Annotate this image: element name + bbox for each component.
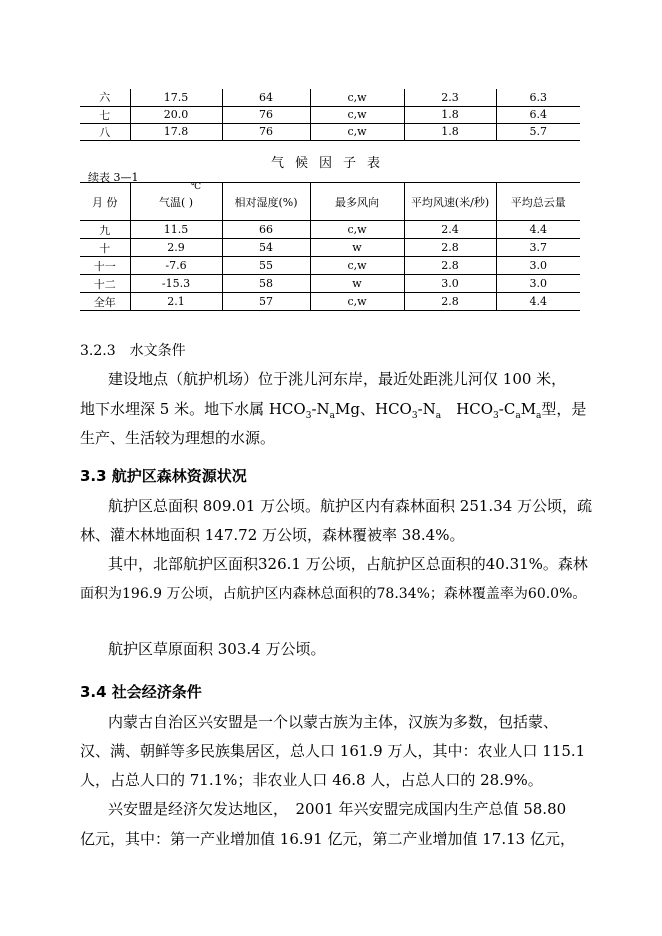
table-cell: 66: [222, 221, 310, 239]
table-cell: 全年: [80, 293, 130, 311]
table-cell: c,w: [310, 293, 404, 311]
section-heading-forest: 3.3 航护区森林资源状况: [80, 467, 247, 485]
header-wind-speed: 平均风速(米/秒): [404, 183, 496, 221]
table-cell: 20.0: [130, 106, 222, 123]
table-cell: 5.7: [496, 123, 580, 140]
text-run: M: [520, 400, 537, 418]
table-cell: 64: [222, 89, 310, 106]
table-cell: 55: [222, 257, 310, 275]
text-run: -N: [311, 400, 330, 418]
text-run: Mg、HCO: [335, 400, 412, 418]
text-run: 型，是: [541, 400, 587, 418]
paragraph-line: 林、灌木林地面积 147.72 万公顷，森林覆被率 38.4%。: [80, 526, 465, 544]
table-row: [80, 106, 580, 123]
table-cell: 4.4: [496, 293, 580, 311]
table-cell: 十一: [80, 257, 130, 275]
table-cell: 2.9: [130, 239, 222, 257]
celsius-unit: ℃: [190, 181, 202, 192]
text-run: 地下水埋深 5 米。地下水属 HCO: [80, 400, 306, 418]
table-cell: 11.5: [130, 221, 222, 239]
paragraph-line: 人，占总人口的 71.1%；非农业人口 46.8 人，占总人口的 28.9%。: [80, 771, 543, 789]
climate-table: [80, 182, 580, 311]
paragraph-line: 生产、生活较为理想的水源。: [80, 429, 276, 447]
table-cell: 2.8: [404, 257, 496, 275]
table-cell: c,w: [310, 123, 404, 140]
table-cell: -15.3: [130, 275, 222, 293]
table-cell: 6.3: [496, 89, 580, 106]
paragraph-line: 面积为196.9 万公顷，占航护区内森林总面积的78.34%；森林覆盖率为60.0%。: [80, 586, 587, 602]
table-cell: 57: [222, 293, 310, 311]
paragraph-line: 内蒙古自治区兴安盟是一个以蒙古族为主体，汉族为多数，包括蒙、: [108, 713, 559, 731]
table-cell: 3.0: [496, 275, 580, 293]
table-cell: 六: [80, 89, 130, 106]
subscript: a: [435, 411, 442, 421]
header-cloud-cover: 平均总云量: [496, 183, 580, 221]
table-row: [80, 221, 580, 239]
table-row: [80, 239, 580, 257]
table-row: [80, 275, 580, 293]
table-cell: 七: [80, 106, 130, 123]
table-cell: 3.0: [496, 257, 580, 275]
subscript: 3: [305, 411, 312, 421]
table-cell: 2.8: [404, 293, 496, 311]
header-temperature-label: 气温( ): [158, 195, 194, 209]
text-run: HCO: [441, 400, 494, 418]
table-title: 气候因子表: [270, 156, 391, 171]
table-row: [80, 123, 580, 140]
header-temperature: [130, 183, 222, 221]
table-cell: c,w: [310, 257, 404, 275]
paragraph-line: 其中，北部航护区面积326.1 万公顷，占航护区总面积的40.31%。森林: [108, 555, 588, 573]
paragraph-line-formula: [80, 398, 586, 421]
table-row: [80, 293, 580, 311]
table-cell: 76: [222, 123, 310, 140]
table-cell: 76: [222, 106, 310, 123]
paragraph-line: 亿元，其中：第一产业增加值 16.91 亿元，第二产业增加值 17.13 亿元，: [80, 830, 575, 848]
table-cell: -7.6: [130, 257, 222, 275]
table-cell: 2.4: [404, 221, 496, 239]
climate-table-continued: [80, 89, 580, 141]
table-cell: w: [310, 239, 404, 257]
text-run: -C: [498, 400, 516, 418]
table-cell: 4.4: [496, 221, 580, 239]
subscript: a: [536, 411, 542, 421]
table-cell: 58: [222, 275, 310, 293]
table-cell: 九: [80, 221, 130, 239]
table-cell: c,w: [310, 89, 404, 106]
table-cell: 2.1: [130, 293, 222, 311]
table-cell: 2.8: [404, 239, 496, 257]
subscript: 3: [493, 411, 499, 421]
text-run: -N: [417, 400, 436, 418]
table-cell: 2.3: [404, 89, 496, 106]
header-month: 月 份: [80, 183, 130, 221]
section-heading-hydrology: 3.2.3 水文条件: [80, 343, 186, 359]
section-heading-socioeconomic: 3.4 社会经济条件: [80, 683, 202, 701]
header-humidity: 相对湿度(%): [222, 183, 310, 221]
table-cell: 6.4: [496, 106, 580, 123]
table-cell: c,w: [310, 221, 404, 239]
table-cell: 十: [80, 239, 130, 257]
subscript: a: [515, 411, 521, 421]
table-cell: 54: [222, 239, 310, 257]
table-cell: 17.8: [130, 123, 222, 140]
paragraph-line: 航护区草原面积 303.4 万公顷。: [108, 640, 326, 658]
header-wind-direction: 最多风向: [310, 183, 404, 221]
table-subtitle: 续表 3—1: [88, 171, 139, 184]
table-cell: 十二: [80, 275, 130, 293]
table-header-row: [80, 183, 580, 221]
table-cell: w: [310, 275, 404, 293]
table-row: [80, 257, 580, 275]
subscript: a: [329, 411, 336, 421]
table-cell: 八: [80, 123, 130, 140]
table-cell: 3.7: [496, 239, 580, 257]
table-cell: 3.0: [404, 275, 496, 293]
table-row: [80, 89, 580, 106]
paragraph-line: 兴安盟是经济欠发达地区， 2001 年兴安盟完成国内生产总值 58.80: [108, 800, 567, 818]
table-cell: 1.8: [404, 106, 496, 123]
table-cell: 1.8: [404, 123, 496, 140]
paragraph-line: 建设地点（航护机场）位于洮儿河东岸，最近处距洮儿河仅 100 米，: [108, 370, 567, 388]
paragraph-line: 航护区总面积 809.01 万公顷。航护区内有森林面积 251.34 万公顷，疏: [108, 497, 593, 515]
table-cell: 17.5: [130, 89, 222, 106]
paragraph-line: 汉、满、朝鲜等多民族集居区，总人口 161.9 万人，其中：农业人口 115.1: [80, 742, 586, 760]
table-cell: c,w: [310, 106, 404, 123]
subscript: 3: [411, 411, 418, 421]
